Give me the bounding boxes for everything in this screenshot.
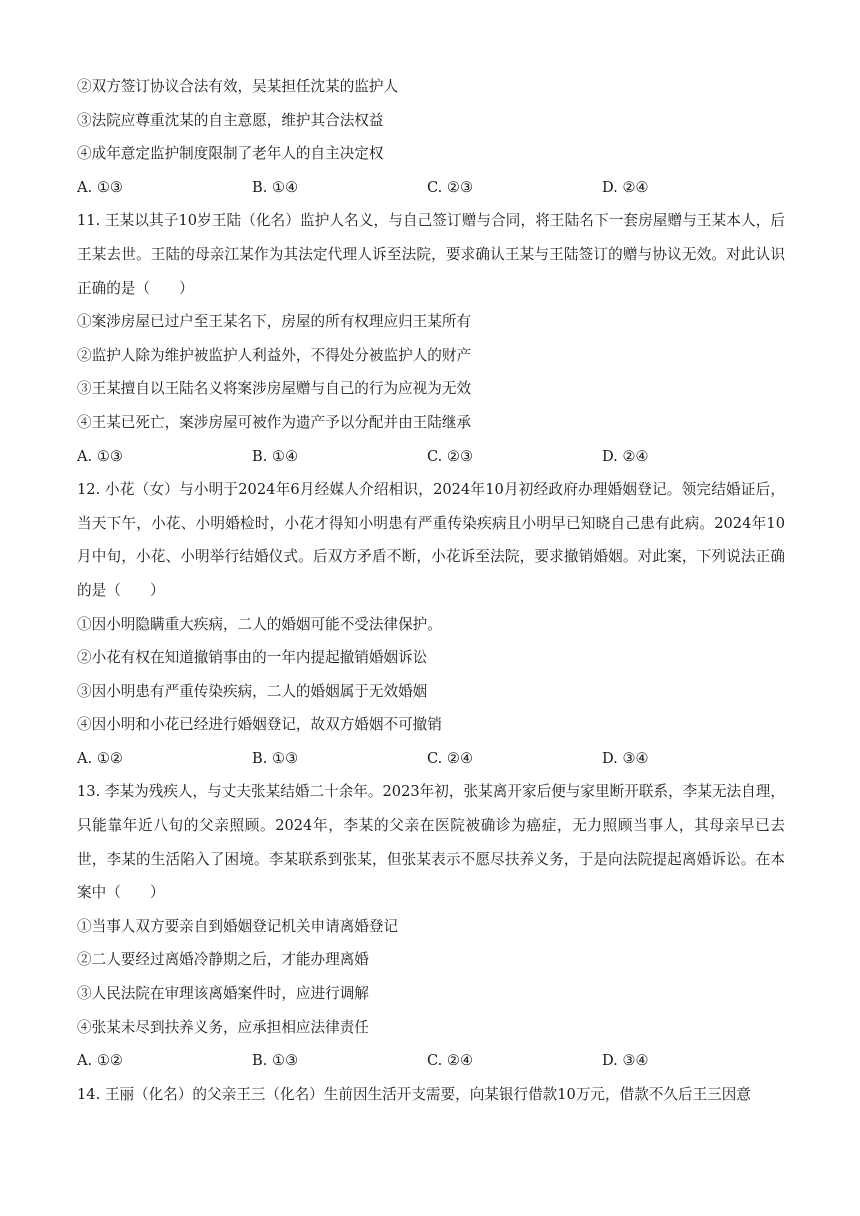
q13-choice-c: C. ②④ (427, 1052, 474, 1070)
q12-option-4: ④因小明和小花已经进行婚姻登记，故双方婚姻不可撤销 (77, 716, 442, 734)
q12-choices (77, 742, 785, 776)
q12-option-2: ②小花有权在知道撤销事由的一年内提起撤销婚姻诉讼 (77, 649, 428, 667)
q12-stem: 12. 小花（女）与小明于2024年6月经媒人介绍相识，2024年10月初经政府办理婚姻登记。领完结婚证后，当天下午，小花、小明婚检时，小花才得知小明患有严重传染疾病且小明早已知晓自己患有此病。2024年10月中旬，小花、小明举行结婚仪式。后双方矛盾不断，小花诉至法院，要求撤销婚姻。对此案，下列说法正确的是（ ） (77, 481, 785, 599)
q13-choice-a: A. ①② (77, 1052, 123, 1070)
q10-choice-a: A. ①③ (77, 178, 123, 196)
q13-stem: 13. 李某为残疾人，与丈夫张某结婚二十余年。2023年初，张某离开家后便与家里断开联系，李某无法自理，只能靠年近八旬的父亲照顾。2024年，李某的父亲在医院被确诊为癌症，无力照顾当事人，其母亲早已去世，李某的生活陷入了困境。李某联系到张某，但张某表示不愿尽扶养义务，于是向法院提起离婚诉讼。在本案中（ ） (77, 783, 785, 902)
q10-option-4: ④成年意定监护制度限制了老年人的自主决定权 (77, 145, 384, 163)
q13-option-1: ①当事人双方要亲自到婚姻登记机关申请离婚登记 (77, 917, 399, 935)
q13-choice-b: B. ①③ (252, 1052, 299, 1070)
q12-choice-b: B. ①③ (252, 749, 299, 767)
q13-option-4: ④张某未尽到扶养义务，应承担相应法律责任 (77, 1018, 369, 1036)
q10-option-3: ③法院应尊重沈某的自主意愿，维护其合法权益 (77, 111, 384, 129)
q10-choices (77, 171, 785, 205)
q11-choice-b: B. ①④ (252, 447, 299, 465)
q13-choice-d: D. ③④ (602, 1052, 649, 1070)
q12-option-1: ①因小明隐瞒重大疾病，二人的婚姻可能不受法律保护。 (77, 615, 442, 633)
q10-choice-d: D. ②④ (602, 178, 649, 196)
q14-stem: 14. 王丽（化名）的父亲王三（化名）生前因生活开支需要，向某银行借款10万元，借款不久后王三因意 (77, 1085, 751, 1103)
q11-option-1: ①案涉房屋已过户至王某名下，房屋的所有权理应归王某所有 (77, 313, 472, 331)
q11-choice-c: C. ②③ (427, 447, 474, 465)
q11-choice-a: A. ①③ (77, 447, 123, 465)
q12-choice-a: A. ①② (77, 749, 123, 767)
q10-option-2: ②双方签订协议合法有效，吴某担任沈某的监护人 (77, 78, 399, 95)
q11-option-2: ②监护人除为维护被监护人利益外，不得处分被监护人的财产 (77, 346, 472, 364)
q13-option-3: ③人民法院在审理该离婚案件时，应进行调解 (77, 985, 369, 1003)
exam-content (77, 70, 785, 1111)
q10-choice-c: C. ②③ (427, 178, 474, 196)
q12-choice-c: C. ②④ (427, 749, 474, 767)
q11-choices (77, 440, 785, 474)
q12-choice-d: D. ③④ (602, 749, 649, 767)
q12-option-3: ③因小明患有严重传染疾病，二人的婚姻属于无效婚姻 (77, 682, 428, 700)
q11-choice-d: D. ②④ (602, 447, 649, 465)
q13-choices (77, 1044, 785, 1078)
q13-option-2: ②二人要经过离婚冷静期之后，才能办理离婚 (77, 951, 369, 969)
q11-option-3: ③王某擅自以王陆名义将案涉房屋赠与自己的行为应视为无效 (77, 380, 472, 398)
q11-option-4: ④王某已死亡，案涉房屋可被作为遗产予以分配并由王陆继承 (77, 413, 472, 431)
q11-stem: 11. 王某以其子10岁王陆（化名）监护人名义，与自己签订赠与合同，将王陆名下一套房屋赠与王某本人，后王某去世。王陆的母亲江某作为其法定代理人诉至法院，要求确认王某与王陆签订的赠与协议无效。对此认识正确的是（ ） (77, 212, 785, 297)
q10-choice-b: B. ①④ (252, 178, 299, 196)
